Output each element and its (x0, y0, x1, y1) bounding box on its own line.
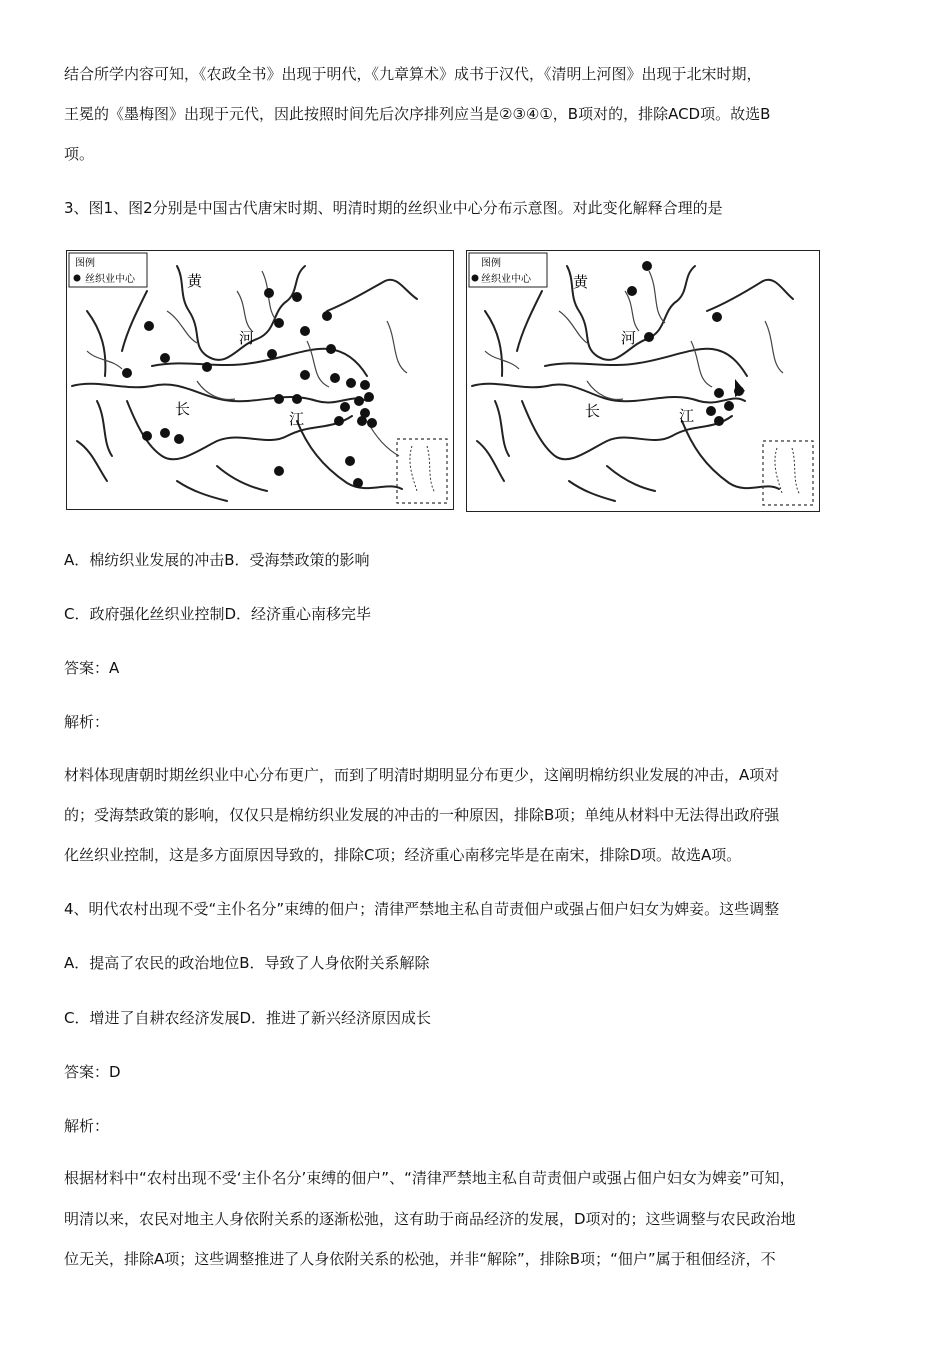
q4-analysis-line-1: 根据材料中“农村出现不受‘主仆名分’束缚的佃户”、“清律严禁地主私自苛责佃户或强占佃户妇女为婢妾”可知， (64, 1169, 795, 1187)
q2-explanation-line-1: 结合所学内容可知，《农政全书》出现于明代，《九章算术》成书于汉代，《清明上河图》出现于北宋时期， (64, 65, 762, 83)
q3-options-line-1: A．棉纺织业发展的冲击B．受海禁政策的影响 (64, 551, 370, 569)
map1-label-chang: 长 (175, 400, 191, 418)
q3-options-line-2: C．政府强化丝织业控制D．经济重心南移完毕 (64, 605, 372, 623)
map2-legend-title: 图例 (481, 258, 501, 269)
map1-silk-centers (122, 288, 377, 488)
map-tang-song (66, 250, 454, 510)
q3-analysis-line-3: 化丝织业控制，这是多方面原因导致的，排除C项；经济重心南移完毕是在南宋，排除D项。故选A项。 (64, 846, 742, 864)
q3-answer: 答案：A (64, 659, 120, 677)
map2-label-huang: 黄 (573, 273, 589, 291)
q4-analysis-line-3: 位无关，排除A项；这些调整推进了人身依附关系的松弛，并非“解除”，排除B项；“佃户”属于租佃经济，不 (64, 1250, 776, 1268)
q3-question: 3、图1、图2分别是中国古代唐宋时期、明清时期的丝织业中心分布示意图。对此变化解释合理的是 (64, 199, 723, 217)
map1-label-jiang: 江 (289, 410, 305, 428)
q4-question: 4、明代农村出现不受“主仆名分”束缚的佃户；清律严禁地主私自苛责佃户或强占佃户妇女为婢妾。这些调整 (64, 900, 780, 918)
q4-analysis-label: 解析： (64, 1117, 110, 1135)
q3-analysis-label: 解析： (64, 713, 110, 731)
map2-legend-item: 丝织业中心 (481, 274, 531, 285)
map1-label-he: 河 (239, 329, 255, 347)
map2-label-chang: 长 (585, 402, 601, 420)
map1-legend-title: 图例 (75, 258, 95, 269)
q2-explanation-line-2: 王冕的《墨梅图》出现于元代，因此按照时间先后次序排列应当是②③④①，B项对的，排除ACD项。故选B (64, 105, 771, 123)
q3-analysis-line-2: 的；受海禁政策的影响，仅仅只是棉纺织业发展的冲击的一种原因，排除B项；单纯从材料中无法得出政府强 (64, 806, 780, 824)
q2-explanation-line-3: 项。 (64, 145, 95, 163)
map2-label-jiang: 江 (679, 407, 695, 425)
map1-legend-item: 丝织业中心 (85, 274, 135, 285)
silk-center-maps (64, 250, 824, 515)
q4-analysis-line-2: 明清以来，农民对地主人身依附关系的逐渐松弛，这有助于商品经济的发展，D项对的；这些调整与农民政治地 (64, 1210, 796, 1228)
q4-options-line-1: A．提高了农民的政治地位B．导致了人身依附关系解除 (64, 954, 430, 972)
q3-analysis-line-1: 材料体现唐朝时期丝织业中心分布更广，而到了明清时期明显分布更少，这阐明棉纺织业发展的冲击，A项对 (64, 766, 780, 784)
map2-label-he: 河 (621, 329, 637, 347)
q4-answer: 答案：D (64, 1063, 121, 1081)
q4-options-line-2: C．增进了自耕农经济发展D．推进了新兴经济原因成长 (64, 1009, 432, 1027)
map1-label-huang: 黄 (187, 272, 203, 290)
map-ming-qing (466, 250, 820, 512)
